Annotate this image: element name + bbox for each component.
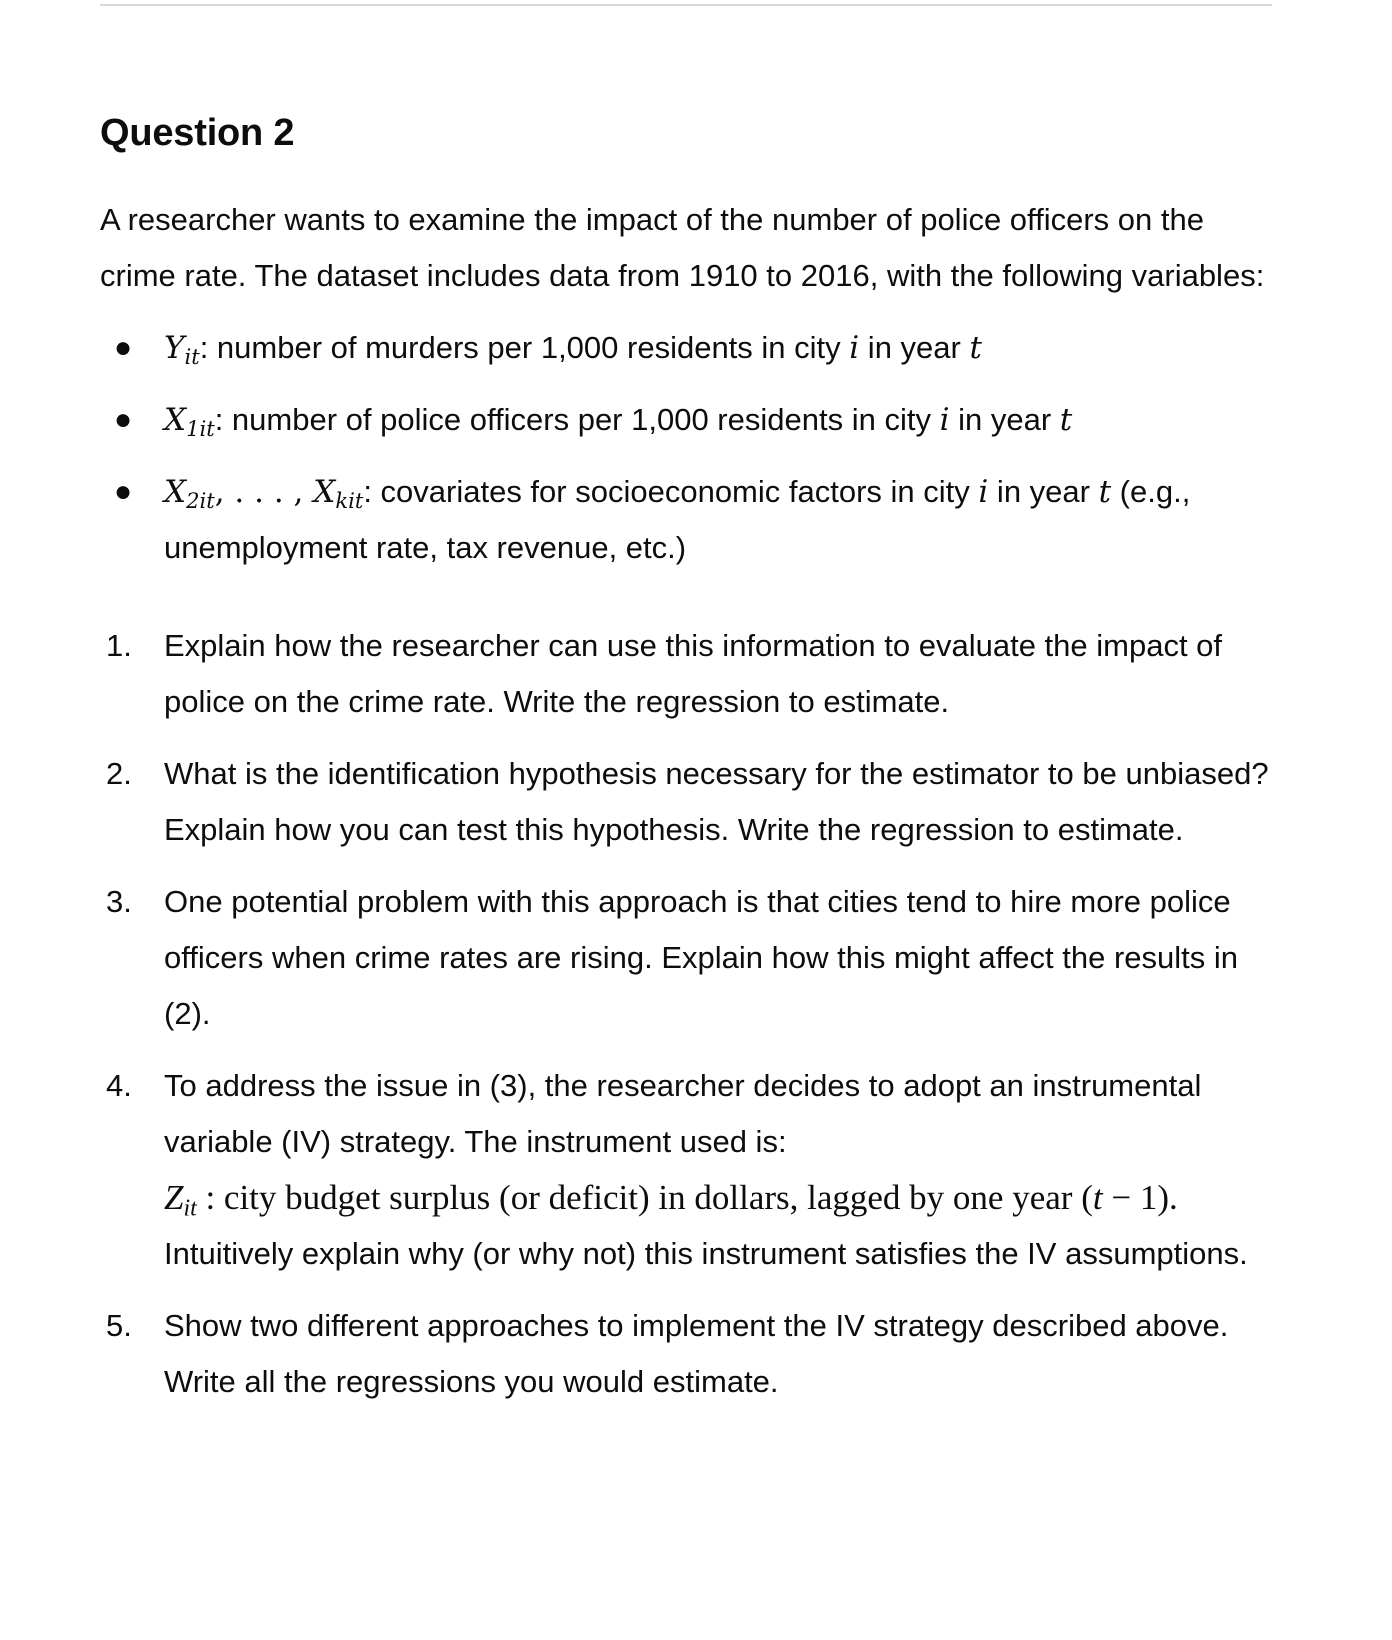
var-index-t: t xyxy=(1059,402,1073,438)
eq-end: − 1). xyxy=(1102,1178,1178,1217)
var-index-i: i xyxy=(939,402,950,438)
var-description: : number of murders per 1,000 residents in city xyxy=(199,330,850,365)
var-index-t: t xyxy=(969,330,982,366)
question-number: 3. xyxy=(106,884,132,919)
eq-t: t xyxy=(1092,1178,1103,1217)
var-index-i: i xyxy=(849,330,860,366)
question-item-2 xyxy=(100,746,1280,858)
var-tail: (e.g., unemployment rate, tax revenue, etc.) xyxy=(164,474,1191,565)
question-item-5 xyxy=(100,1298,1280,1410)
var-symbol: Y xyxy=(164,330,185,366)
var-subscript: it xyxy=(184,343,200,369)
instrument-equation xyxy=(164,1170,1280,1226)
question-item-3 xyxy=(100,874,1280,1042)
question-text-after: Intuitively explain why (or why not) this instrument satisfies the IV assumptions. xyxy=(164,1236,1248,1271)
var-subscript: kit xyxy=(335,487,364,513)
variable-list xyxy=(100,320,1280,576)
eq-subscript: it xyxy=(183,1195,197,1222)
question-item-1 xyxy=(100,618,1280,730)
var-mid: in year xyxy=(988,474,1099,509)
bullet-icon: ● xyxy=(114,403,133,436)
variable-item-covariates xyxy=(100,464,1280,576)
bullet-icon: ● xyxy=(114,331,133,364)
variable-item-y xyxy=(100,320,1280,376)
question-text: Show two different approaches to implement the IV strategy described above. Write all the regressions you would estimate. xyxy=(164,1308,1229,1399)
question-number: 4. xyxy=(106,1068,132,1103)
var-ellipsis: , . . . , xyxy=(214,474,314,510)
var-mid: in year xyxy=(859,330,970,365)
question-text: Explain how the researcher can use this information to evaluate the impact of police on the crime rate. Write the regression to estimate. xyxy=(164,628,1223,719)
eq-text: : city budget surplus (or deficit) in dollars, lagged by one year ( xyxy=(196,1178,1093,1217)
question-text: What is the identification hypothesis necessary for the estimator to be unbiased? Explain how you can test this hypothesis. Write the regression to estimate. xyxy=(164,756,1269,847)
var-index-i: i xyxy=(978,474,989,510)
var-subscript: 2it xyxy=(186,487,215,513)
variable-item-x1 xyxy=(100,392,1280,448)
question-number: 5. xyxy=(106,1308,132,1343)
var-index-t: t xyxy=(1098,474,1112,510)
var-description: : covariates for socioeconomic factors in city xyxy=(363,474,979,509)
question-number: 1. xyxy=(106,628,132,663)
top-divider xyxy=(100,4,1272,6)
intro-paragraph: A researcher wants to examine the impact of the number of police officers on the crime rate. The dataset includes data from 1910 to 2016, with the following variables: xyxy=(100,202,1265,293)
question-text: To address the issue in (3), the researcher decides to adopt an instrumental variable (IV) strategy. The instrument used is: xyxy=(164,1068,1202,1159)
bullet-icon: ● xyxy=(114,475,133,508)
question-item-4 xyxy=(100,1058,1280,1282)
question-text: One potential problem with this approach is that cities tend to hire more police officers when crime rates are rising. Explain how this might affect the results in (2). xyxy=(164,884,1238,1031)
question-title: Question 2 xyxy=(100,112,295,154)
question-number: 2. xyxy=(106,756,132,791)
var-subscript: 1it xyxy=(186,415,215,441)
var-mid: in year xyxy=(949,402,1060,437)
var-symbol: X xyxy=(313,474,336,510)
question-list xyxy=(100,618,1280,1410)
eq-symbol: Z xyxy=(164,1178,184,1217)
var-symbol: X xyxy=(164,402,187,438)
question-content xyxy=(100,108,1280,1426)
var-symbol: X xyxy=(164,474,187,510)
var-description: : number of police officers per 1,000 residents in city xyxy=(214,402,940,437)
